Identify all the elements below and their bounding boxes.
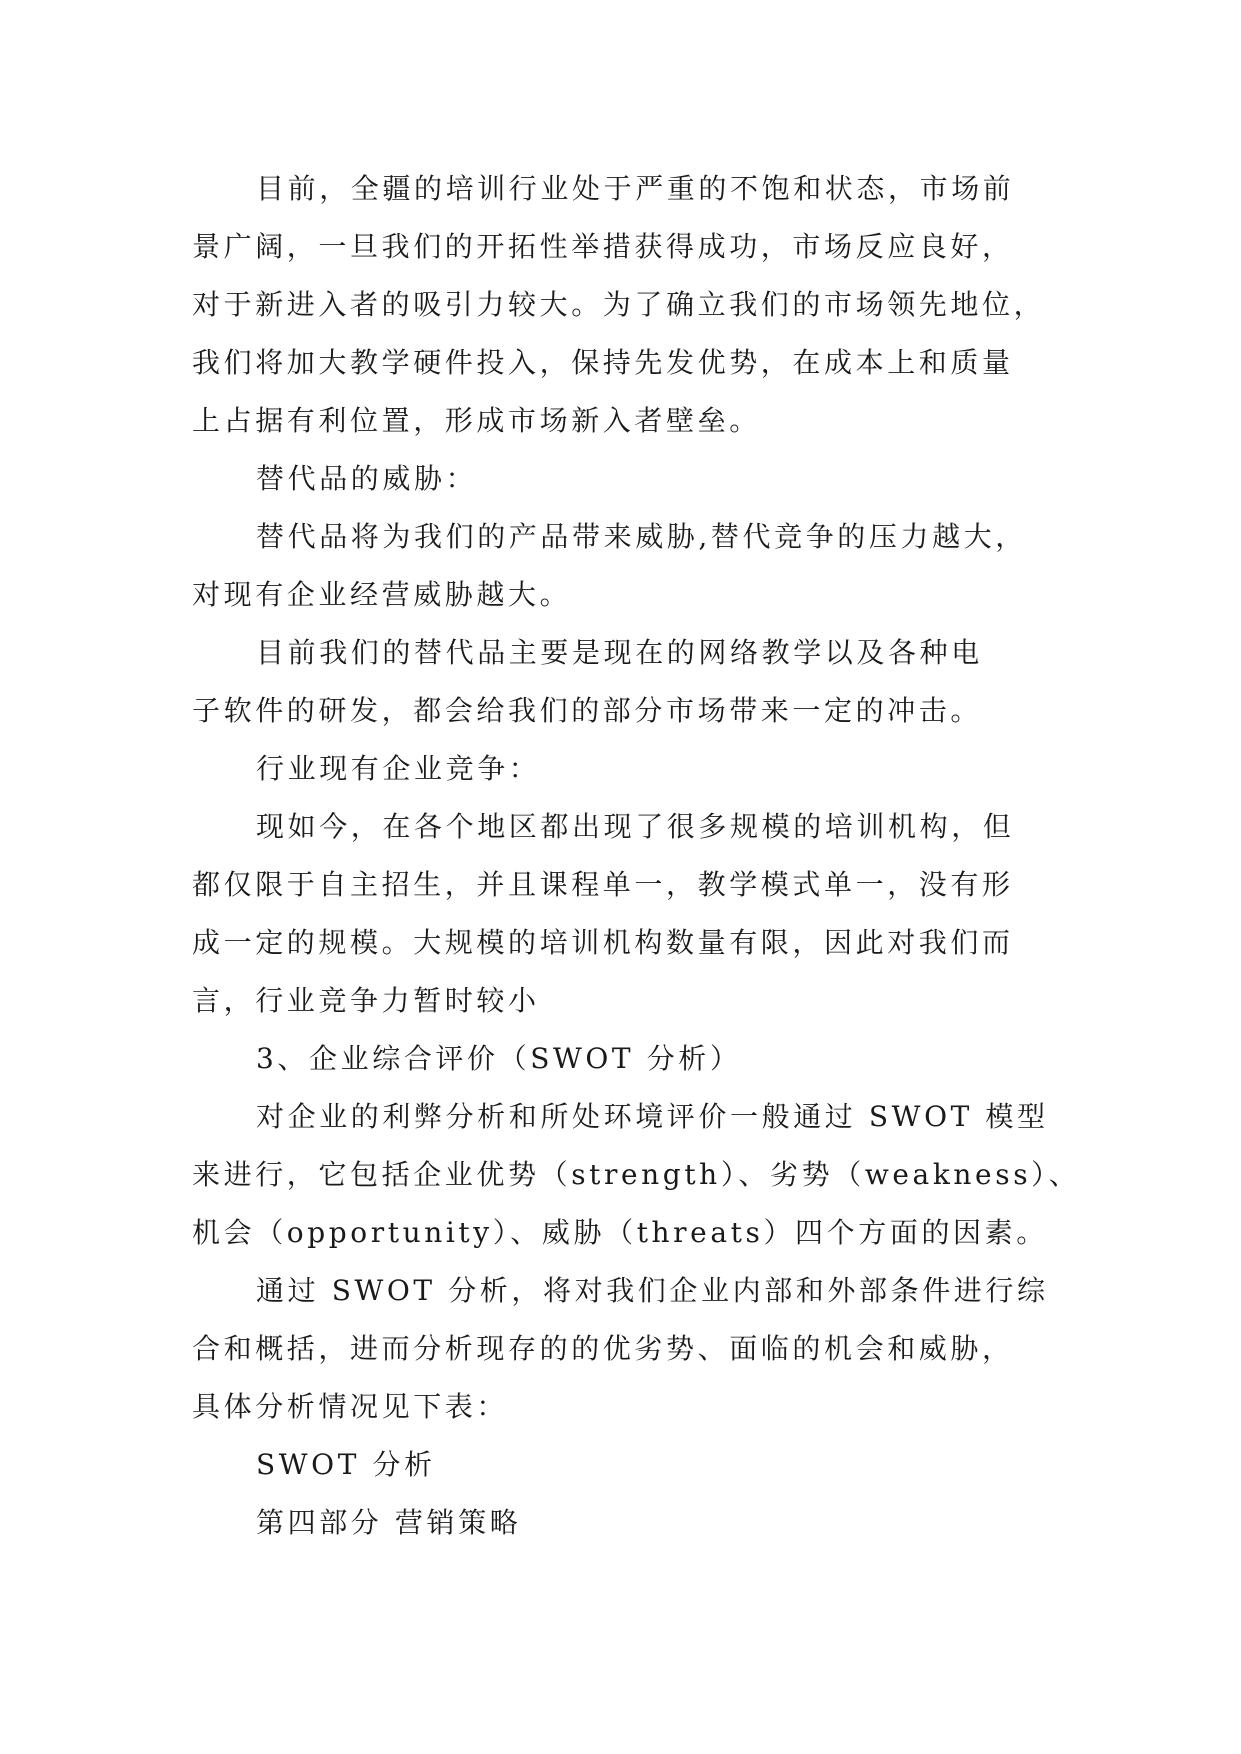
text-line: 现如今，在各个地区都出现了很多规模的培训机构，但 (256, 810, 1015, 843)
text-line: 来进行，它包括企业优势（strength）、劣势（weakness）、 (192, 1158, 1081, 1191)
text-line: 言，行业竞争力暂时较小 (192, 984, 540, 1017)
heading-substitute-threat (192, 450, 1092, 508)
text-line: 上占据有利位置，形成市场新入者壁垒。 (192, 404, 761, 437)
paragraph-swot-purpose (192, 1262, 1092, 1436)
text-line: 对现有企业经营威胁越大。 (192, 578, 572, 611)
document-body (192, 160, 1092, 1552)
text-line: 目前，全疆的培训行业处于严重的不饱和状态，市场前 (256, 172, 1015, 205)
text-line: 子软件的研发，都会给我们的部分市场带来一定的冲击。 (192, 694, 983, 727)
paragraph-swot-definition (192, 1088, 1092, 1262)
text-line: 3、企业综合评价（SWOT 分析） (256, 1042, 742, 1075)
text-line: 对企业的利弊分析和所处环境评价一般通过 SWOT 模型 (256, 1100, 1049, 1133)
heading-swot-table (192, 1436, 1092, 1494)
text-line: 景广阔，一旦我们的开拓性举措获得成功，市场反应良好， (192, 230, 1014, 263)
heading-swot-evaluation (192, 1030, 1092, 1088)
text-line: 机会（opportunity）、威胁（threats）四个方面的因素。 (192, 1216, 1048, 1249)
text-line: 成一定的规模。大规模的培训机构数量有限，因此对我们而 (192, 926, 1014, 959)
paragraph-current-substitutes (192, 624, 1092, 740)
text-line: 合和概括，进而分析现存的的优劣势、面临的机会和威胁， (192, 1332, 1014, 1365)
heading-part-four-marketing (192, 1494, 1092, 1552)
text-line: 替代品的威胁： (256, 462, 478, 495)
text-line: 具体分析情况见下表： (192, 1390, 509, 1423)
paragraph-industry-competition (192, 798, 1092, 1030)
paragraph-market-outlook (192, 160, 1092, 450)
text-line: 目前我们的替代品主要是现在的网络教学以及各种电 (256, 636, 983, 669)
text-line: 对于新进入者的吸引力较大。为了确立我们的市场领先地位， (192, 288, 1046, 321)
text-line: 都仅限于自主招生，并且课程单一，教学模式单一，没有形 (192, 868, 1014, 901)
text-line: 我们将加大教学硬件投入，保持先发优势，在成本上和质量 (192, 346, 1014, 379)
text-line: 第四部分 营销策略 (256, 1506, 522, 1539)
text-line: 行业现有企业竞争： (256, 752, 541, 785)
heading-industry-competition (192, 740, 1092, 798)
text-line: 通过 SWOT 分析，将对我们企业内部和外部条件进行综 (256, 1274, 1049, 1307)
paragraph-substitute-threat (192, 508, 1092, 624)
text-line: 替代品将为我们的产品带来威胁,替代竞争的压力越大， (256, 520, 1027, 553)
text-line: SWOT 分析 (256, 1448, 436, 1481)
